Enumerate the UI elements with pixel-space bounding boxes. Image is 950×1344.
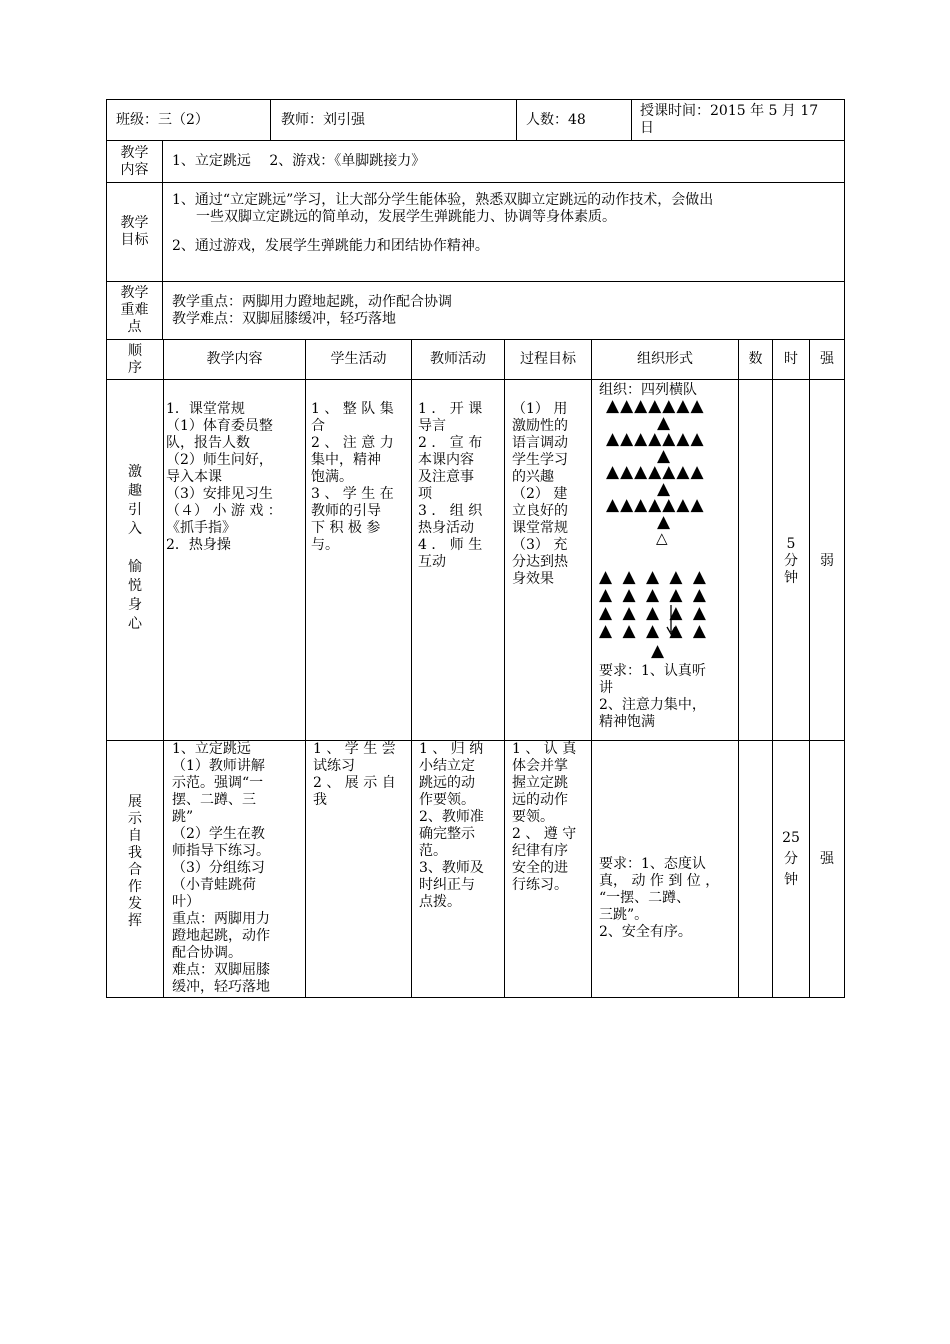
section2-req-line: “一摆、二蹲、 xyxy=(599,890,691,906)
section1-goal-line: 学生学习 xyxy=(512,452,568,468)
student-row-triangles: ▲▲▲▲▲▲▲ xyxy=(606,462,705,482)
goal-item-1-line1: 1、通过“立定跳远”学习，让大部分学生能体验，熟悉双脚立定跳远的动作技术，会做出 xyxy=(172,192,714,208)
section1-intensity: 弱 xyxy=(820,553,834,569)
section2-teacher-line: 小结立定 xyxy=(419,758,475,774)
section2-teacher xyxy=(419,741,502,911)
section1-student-line: 2 、 注 意 力 xyxy=(311,435,394,451)
section1-student-line: 1 、 整 队 集 xyxy=(311,401,394,417)
col-order-1: 顺 xyxy=(128,343,142,359)
section1-teacher-line: 热身活动 xyxy=(418,520,474,536)
section1-phase-char: 悦 xyxy=(128,578,142,594)
section1-requirements xyxy=(599,663,737,731)
section1-student-line: 下 积 极 参 xyxy=(311,520,381,536)
goals-label-2: 目标 xyxy=(120,232,149,248)
student-row-spaced: ▲ ▲ ▲ ▲ ▲ xyxy=(599,603,707,623)
section2-content-line: 配合协调。 xyxy=(172,945,242,961)
section2-student-line: 1 、 学 生 尝 xyxy=(313,741,396,757)
section1-req-line: 讲 xyxy=(599,680,613,696)
col-org: 组织形式 xyxy=(637,351,693,367)
section2-goal-line: 体会并掌 xyxy=(512,758,568,774)
section1-phase-char: 激 xyxy=(128,464,142,480)
student-row-spaced: ▲ ▲ ▲ ▲ ▲ xyxy=(599,585,707,605)
section2-phase-char: 我 xyxy=(128,845,142,861)
section1-student-line: 饱满。 xyxy=(311,469,353,485)
section1-student-line: 合 xyxy=(311,418,325,434)
section1-goal-line: （2） 建 xyxy=(512,486,568,502)
section1-req-line: 2、注意力集中， xyxy=(599,697,706,713)
section2-student-line: 2 、 展 示 自 xyxy=(313,775,396,791)
section1-req-line: 精神饱满 xyxy=(599,714,655,730)
section2-goal-line: 1 、 认 真 xyxy=(512,741,577,757)
section1-content-line: （1）体育委员整 xyxy=(166,418,273,434)
key-label-3: 点 xyxy=(127,319,142,335)
col-order-2: 序 xyxy=(128,360,142,376)
section2-intensity: 强 xyxy=(820,851,834,867)
section2-phase-char: 示 xyxy=(128,811,142,827)
section2-content-line: 跳” xyxy=(172,809,194,825)
section2-content-line: （2）学生在教 xyxy=(172,826,265,842)
section2-content-line: 师指导下练习。 xyxy=(172,843,270,859)
section1-goal-line: （3） 充 xyxy=(512,537,568,553)
movement-arrow-icon xyxy=(664,604,678,638)
section1-phase-char: 心 xyxy=(128,616,142,632)
section1-content-line: 《抓手指》 xyxy=(166,520,236,536)
section1-content-line: 1．课堂常规 xyxy=(166,401,245,417)
col-goal: 过程目标 xyxy=(520,351,576,367)
section1-content-line: （3）安排见习生 xyxy=(166,486,273,502)
section2-phase-char: 自 xyxy=(128,828,142,844)
section1-content-line: （４） 小 游 戏 ： xyxy=(166,503,282,519)
section1-goal-line: 的兴趣 xyxy=(512,469,554,485)
goals-label-1: 教学 xyxy=(120,215,149,231)
section2-content-line: 示范。强调“一 xyxy=(172,775,264,791)
teacher-position-mark: △ xyxy=(656,529,669,547)
section2-requirements xyxy=(599,856,737,941)
key-label-1: 教学 xyxy=(120,285,149,301)
student-single-triangle: ▲ xyxy=(657,512,672,532)
section1-goal-line: （1） 用 xyxy=(512,401,568,417)
student-row-triangles: ▲▲▲▲▲▲▲ xyxy=(606,429,705,449)
section1-phase-char: 入 xyxy=(128,521,142,537)
section2-goal-line: 远的动作 xyxy=(512,792,568,808)
section2-content-line: 1、立定跳远 xyxy=(172,741,251,757)
section2-req-line: 三跳”。 xyxy=(599,907,649,923)
goal-item-1-line2: 一些双脚立定跳远的简单动，发展学生弹跳能力、协调等身体素质。 xyxy=(196,209,616,225)
teacher-field: 教师：刘引强 xyxy=(281,112,365,128)
section2-content-line: （小青蛙跳荷 xyxy=(172,877,256,893)
section1-phase-char xyxy=(107,539,163,558)
section1-teacher xyxy=(418,401,502,571)
key-focus: 教学重点：两脚用力蹬地起跳，动作配合协调 xyxy=(172,294,452,310)
section1-teacher-line: 导言 xyxy=(418,418,446,434)
goal-item-2: 2、通过游戏，发展学生弹跳能力和团结协作精神。 xyxy=(172,238,489,254)
section2-req-line: 真， 动 作 到 位 ， xyxy=(599,873,720,889)
section2-student xyxy=(313,741,407,809)
section1-time-3: 钟 xyxy=(784,570,798,586)
section2-goal-line: 握立定跳 xyxy=(512,775,568,791)
content-label-2: 内容 xyxy=(120,162,149,178)
section1-goal-line: 分达到热 xyxy=(512,554,568,570)
student-row-spaced: ▲ ▲ ▲ ▲ ▲ xyxy=(599,567,707,587)
section2-teacher-line: 作要领。 xyxy=(419,792,475,808)
section2-content-line: 难点：双脚屈膝 xyxy=(172,962,270,978)
section2-teacher-line: 跳远的动 xyxy=(419,775,475,791)
section2-time-1: 25 xyxy=(782,830,800,846)
section1-student-line: 教师的引导 xyxy=(311,503,381,519)
section2-student-line: 我 xyxy=(313,792,327,808)
section2-teacher-line: 范。 xyxy=(419,843,447,859)
lesson-time-field-line1: 授课时间：2015 年 5 月 17 xyxy=(640,103,819,119)
section1-time-1: 5 xyxy=(786,536,796,552)
col-intensity: 强 xyxy=(820,351,834,367)
section2-content-line: 摆、二蹲、三 xyxy=(172,792,256,808)
section1-content-line: （2）师生问好， xyxy=(166,452,273,468)
section1-teacher-line: 1 ． 开 课 xyxy=(418,401,483,417)
section1-content xyxy=(166,401,304,554)
section2-req-line: 要求：1、态度认 xyxy=(599,856,706,872)
section2-goal-line: 安全的进 xyxy=(512,860,568,876)
section1-goal xyxy=(512,401,588,588)
col-time: 时 xyxy=(784,351,798,367)
section1-teacher-line: 4 ． 师 生 xyxy=(418,537,483,553)
col-teacher: 教师活动 xyxy=(430,351,486,367)
student-count-field: 人数：48 xyxy=(526,112,586,128)
section2-phase xyxy=(107,794,163,930)
section2-content-line: （3）分组练习 xyxy=(172,860,265,876)
class-field: 班级：三（2） xyxy=(116,112,209,128)
section2-goal xyxy=(512,741,589,894)
section2-time-3: 钟 xyxy=(784,872,798,888)
section2-req-line: 2、安全有序。 xyxy=(599,924,692,940)
section2-phase-char: 合 xyxy=(128,862,142,878)
section1-phase xyxy=(107,463,163,634)
section1-teacher-line: 本课内容 xyxy=(418,452,474,468)
section1-teacher-line: 2 ． 宣 布 xyxy=(418,435,483,451)
section1-goal-line: 课堂常规 xyxy=(512,520,568,536)
section1-content-line: 队，报告人数 xyxy=(166,435,250,451)
section1-req-line: 要求：1、认真听 xyxy=(599,663,706,679)
section1-phase-char: 引 xyxy=(128,502,142,518)
key-difficulty: 教学难点：双脚屈膝缓冲，轻巧落地 xyxy=(172,311,396,327)
section1-goal-line: 语言调动 xyxy=(512,435,568,451)
section2-content-line: （1）教师讲解 xyxy=(172,758,265,774)
section2-content-line: 蹬地起跳，动作 xyxy=(172,928,270,944)
section2-goal-line: 2 、 遵 守 xyxy=(512,826,577,842)
section1-content-line: 2．热身操 xyxy=(166,537,231,553)
section1-phase-char: 趣 xyxy=(128,483,142,499)
student-row-triangles: ▲▲▲▲▲▲▲ xyxy=(606,495,705,515)
student-single-triangle: ▲ xyxy=(657,413,672,433)
student-single-triangle: ▲ xyxy=(657,479,672,499)
section2-phase-char: 发 xyxy=(128,896,142,912)
section2-teacher-line: 确完整示 xyxy=(419,826,475,842)
section1-phase-char: 身 xyxy=(128,597,142,613)
section2-phase-char: 挥 xyxy=(128,913,142,929)
section2-content-line: 重点：两脚用力 xyxy=(172,911,270,927)
section2-goal-line: 行练习。 xyxy=(512,877,568,893)
section1-teacher-line: 互动 xyxy=(418,554,446,570)
section2-goal-line: 纪律有序 xyxy=(512,843,568,859)
section1-teacher-line: 项 xyxy=(418,486,432,502)
section1-student-line: 与。 xyxy=(311,537,339,553)
col-content: 教学内容 xyxy=(206,351,263,367)
section1-goal-line: 立良好的 xyxy=(512,503,568,519)
section2-teacher-line: 3、教师及 xyxy=(419,860,484,876)
section1-student-line: 3 、 学 生 在 xyxy=(311,486,394,502)
section2-phase-char: 作 xyxy=(128,879,142,895)
section2-teacher-line: 时纠正与 xyxy=(419,877,475,893)
student-row-triangles: ▲▲▲▲▲▲▲ xyxy=(606,396,705,416)
section2-content xyxy=(172,741,304,996)
lesson-time-field-line2: 日 xyxy=(640,120,654,136)
section2-content-line: 缓冲，轻巧落地 xyxy=(172,979,270,995)
section1-phase-char: 愉 xyxy=(128,559,142,575)
teaching-content-text: 1、立定跳远 2、游戏：《单脚跳接力》 xyxy=(172,153,426,169)
section1-time-2: 分 xyxy=(784,553,798,569)
content-label-1: 教学 xyxy=(120,145,149,161)
section2-teacher-line: 1 、 归 纳 xyxy=(419,741,484,757)
student-single-triangle: ▲ xyxy=(651,641,666,661)
section1-student-line: 集中，精神 xyxy=(311,452,381,468)
section2-goal-line: 要领。 xyxy=(512,809,554,825)
section1-content-line: 导入本课 xyxy=(166,469,222,485)
section2-student-line: 试练习 xyxy=(313,758,355,774)
section1-goal-line: 激励性的 xyxy=(512,418,568,434)
section1-student xyxy=(311,401,407,554)
col-num: 数 xyxy=(748,351,763,367)
formation-title: 组织：四列横队 xyxy=(599,382,697,398)
section1-goal-line: 身效果 xyxy=(512,571,554,587)
section2-teacher-line: 点拨。 xyxy=(419,894,461,910)
section2-content-line: 叶） xyxy=(172,894,200,910)
student-single-triangle: ▲ xyxy=(657,446,672,466)
col-student: 学生活动 xyxy=(330,351,387,367)
section2-time-2: 分 xyxy=(784,851,798,867)
student-row-spaced: ▲ ▲ ▲ ▲ ▲ xyxy=(599,621,707,641)
section2-phase-char: 展 xyxy=(128,794,142,810)
section2-teacher-line: 2、教师准 xyxy=(419,809,484,825)
section1-teacher-line: 3 ． 组 织 xyxy=(418,503,483,519)
section1-teacher-line: 及注意事 xyxy=(418,469,474,485)
key-label-2: 重难 xyxy=(120,302,149,318)
